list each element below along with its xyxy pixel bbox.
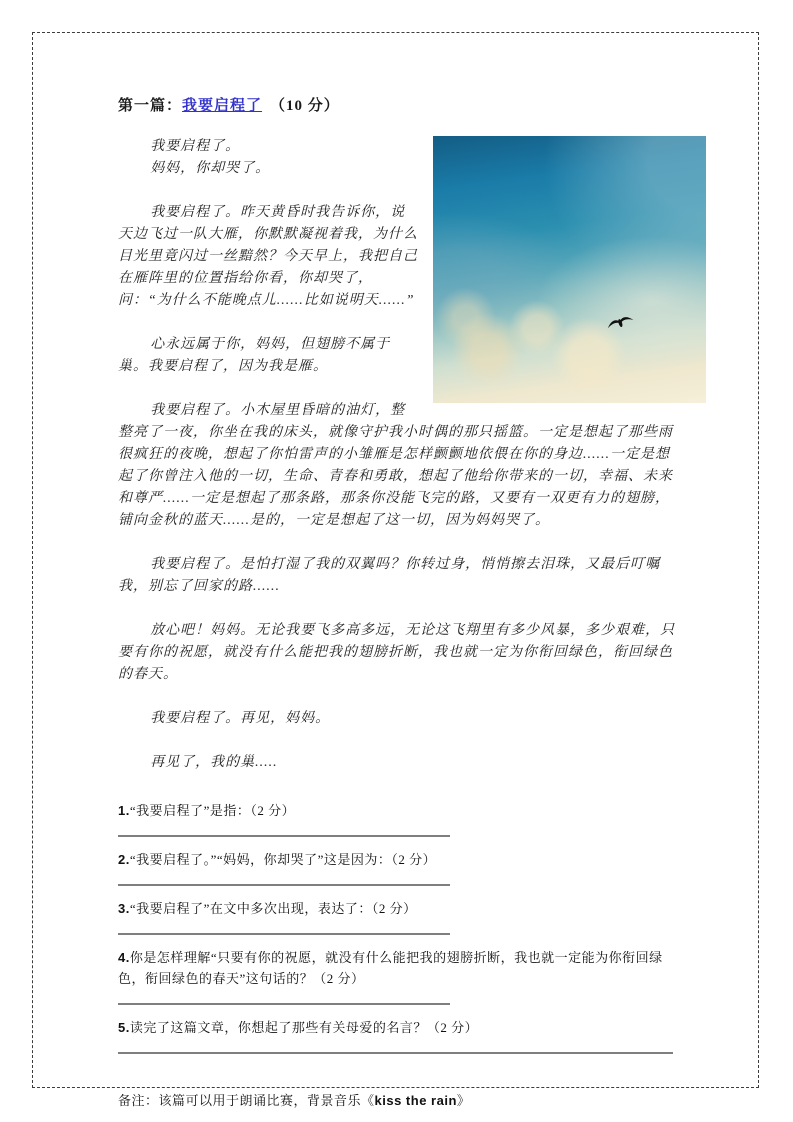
question-number: 1. xyxy=(118,803,130,818)
paragraph xyxy=(118,620,683,686)
paragraph xyxy=(118,752,683,774)
paragraph-line: 我要启程了。 xyxy=(150,139,241,154)
question-number: 4. xyxy=(118,950,130,965)
paragraph-line: 我要启程了。是怕打湿了我的双翼吗？你转过身，悄悄擦去泪珠，又最后叮嘱我，别忘了回家的路...... xyxy=(118,557,661,594)
note-music-title: kiss the rain xyxy=(374,1093,457,1108)
paragraph-line: 再见了，我的巢..... xyxy=(150,755,278,770)
question-number: 5. xyxy=(118,1020,130,1035)
title-score: （10 分） xyxy=(270,98,340,114)
question-number: 2. xyxy=(118,852,130,867)
question-text: “我要启程了”是指：（2 分） xyxy=(129,803,296,818)
answer-blank-line xyxy=(118,933,450,935)
paragraph-line: 我要启程了。小木屋里昏暗的油灯，整整亮了一夜，你坐在我的床头，就像守护我小时偶的那只摇篮。一定是想起了那些雨很疯狂的夜晚，想起了你怕雷声的小雏雁是怎样颤颤地依偎在你的身边......一定是想起了你曾注入他的一切，生命、青春和勇敢，想起了他给你带来的一切，幸福、未来和尊严......一定是想起了那条路，那条你没能飞完的路，又要有一双更有力的翅膀，铺向金秋的蓝天......是的，一定是想起了这一切，因为妈妈哭了。 xyxy=(118,403,673,528)
note-text: 备注：该篇可以用于朗诵比赛，背景音乐《 xyxy=(118,1093,375,1108)
questions-section xyxy=(118,800,683,1054)
question-item xyxy=(118,898,683,935)
sky-bird-photo xyxy=(433,136,706,403)
question-item xyxy=(118,800,683,837)
question-text-row xyxy=(118,849,683,870)
question-text: 你是怎样理解“只要有你的祝愿，就没有什么能把我的翅膀折断，我也就一定能为你衔回绿色，衔回绿色的春天”这句话的？（2 分） xyxy=(118,950,663,986)
answer-blank-line xyxy=(118,1003,450,1005)
question-text: “我要启程了”在文中多次出现，表达了：（2 分） xyxy=(129,901,417,916)
answer-blank-line xyxy=(118,1052,673,1054)
note-suffix: 》 xyxy=(456,1093,471,1108)
answer-blank-line xyxy=(118,835,450,837)
question-item xyxy=(118,1017,683,1054)
paragraph xyxy=(118,400,683,532)
question-number: 3. xyxy=(118,901,130,916)
answer-blank-line xyxy=(118,884,450,886)
question-text: 读完了这篇文章，你想起了那些有关母爱的名言？（2 分） xyxy=(129,1020,479,1035)
question-item xyxy=(118,947,683,1005)
article-body xyxy=(118,136,683,774)
article-title xyxy=(118,96,683,117)
paragraph xyxy=(118,708,683,730)
title-link[interactable]: 我要启程了 xyxy=(182,98,263,114)
question-text-row xyxy=(118,800,683,821)
bird-icon xyxy=(601,303,639,341)
title-prefix: 第一篇： xyxy=(118,98,183,114)
paragraph-line: 放心吧！妈妈。无论我要飞多高多远，无论这飞翔里有多少风暴，多少艰难，只要有你的祝愿，就没有什么能把我的翅膀折断，我也就一定为你衔回绿色，衔回绿色的春天。 xyxy=(118,623,676,682)
footer-note xyxy=(118,1090,683,1109)
paragraph-line: 我要启程了。昨天黄昏时我告诉你，说天边飞过一队大雁，你默默凝视着我，为什么目光里竟闪过一丝黯然？今天早上，我把自己在雁阵里的位置指给你看，你却哭了，问：“为什么不能晚点儿......比如说明天......” xyxy=(118,205,418,308)
paragraph xyxy=(118,554,683,598)
question-text-row xyxy=(118,898,683,919)
question-text-row xyxy=(118,947,683,989)
question-text: “我要启程了。”“妈妈，你却哭了”这是因为：（2 分） xyxy=(129,852,437,867)
paragraph-line: 心永远属于你，妈妈，但翅膀不属于巢。我要启程了，因为我是雁。 xyxy=(118,337,391,374)
page-content xyxy=(118,96,683,1109)
question-text-row xyxy=(118,1017,683,1038)
paragraph-line: 妈妈，你却哭了。 xyxy=(150,161,271,176)
paragraph-line: 我要启程了。再见，妈妈。 xyxy=(150,711,331,726)
question-item xyxy=(118,849,683,886)
